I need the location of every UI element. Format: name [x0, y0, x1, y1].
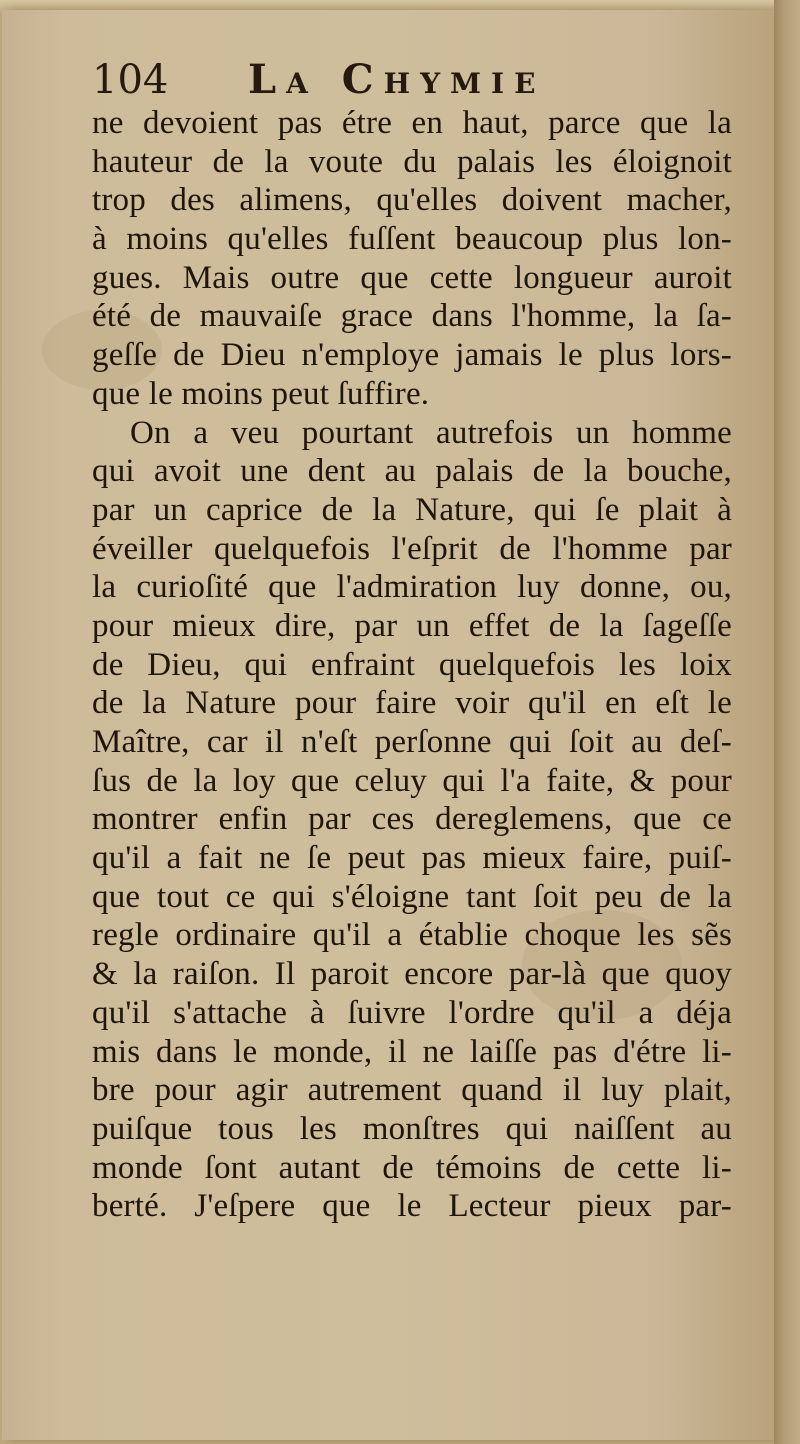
body-text [92, 104, 732, 1226]
text-line: trop des alimens, qu'elles doivent macher, [92, 182, 732, 219]
page-number: 104 [92, 57, 169, 103]
text-line: puiſque tous les monſtres qui naiſſent au [92, 1110, 732, 1147]
text-line: éveiller quelquefois l'eſprit de l'homme par [92, 530, 732, 567]
text-line: qu'il a fait ne ſe peut pas mieux faire, puiſ- [92, 840, 732, 877]
text-line: On a veu pourtant autrefois un homme [130, 414, 732, 451]
text-line: hauteur de la voute du palais les éloignoit [92, 143, 732, 180]
text-line: été de mauvaiſe grace dans l'homme, la ſa- [92, 298, 732, 335]
text-line: bre pour agir autrement quand il luy plait, [92, 1072, 732, 1109]
text-line: que le moins peut ſuffire. [92, 375, 430, 412]
text-line: berté. J'eſpere que le Lecteur pieux par- [92, 1188, 732, 1225]
text-line: ſus de la loy que celuy qui l'a faite, & pour [92, 762, 732, 799]
text-line: & la raiſon. Il paroit encore par-là que quoy [92, 956, 732, 993]
page-edge [774, 0, 800, 1444]
text-line: qui avoit une dent au palais de la bouche, [92, 453, 732, 490]
text-line: mis dans le monde, il ne laiſſe pas d'étre li- [92, 1033, 732, 1070]
text-line: geſſe de Dieu n'employe jamais le plus lors- [92, 337, 732, 374]
text-line: pour mieux dire, par un effet de la ſageſſe [92, 607, 732, 644]
text-line: qu'il s'attache à ſuivre l'ordre qu'il a déja [92, 994, 732, 1031]
text-line: regle ordinaire qu'il a établie choque les sẽs [92, 917, 732, 954]
text-line: à moins qu'elles fuſſent beaucoup plus lon- [92, 221, 732, 258]
text-line: gues. Mais outre que cette longueur auroit [92, 259, 732, 296]
text-line: par un caprice de la Nature, qui ſe plait à [92, 491, 732, 528]
text-line: montrer enfin par ces dereglemens, que ce [92, 801, 732, 838]
text-line: monde ſont autant de témoins de cette li- [92, 1149, 732, 1186]
text-line: Maître, car il n'eſt perſonne qui ſoit au deſ- [92, 724, 732, 760]
running-head: La Chymie [248, 56, 546, 103]
text-line: la curioſité que l'admiration luy donne, ou, [92, 569, 732, 606]
text-line: que tout ce qui s'éloigne tant ſoit peu de la [92, 878, 732, 915]
text-line: de Dieu, qui enfraint quelquefois les loix [92, 646, 732, 683]
page-header [92, 52, 752, 108]
text-line: de la Nature pour faire voir qu'il en eſt le [92, 685, 732, 722]
text-line: ne devoient pas étre en haut, parce que la [92, 105, 732, 141]
